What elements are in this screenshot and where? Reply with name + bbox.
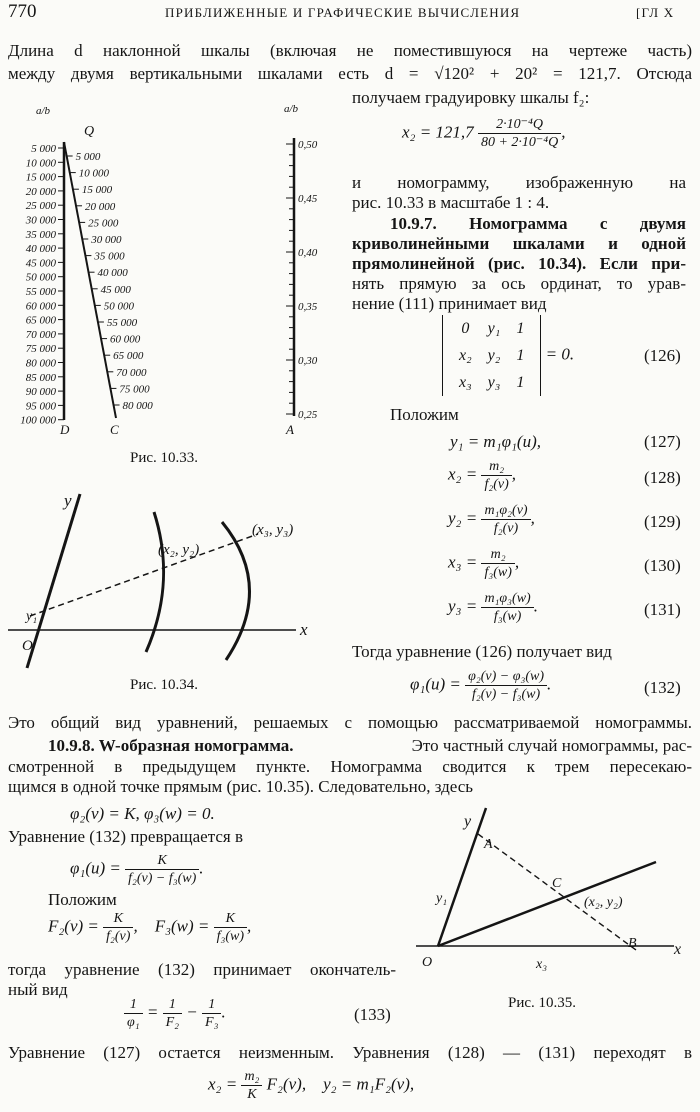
slant-scale-label: 15 000: [81, 184, 113, 197]
intro-line-2: между двумя вертикальными шкалами есть d = √120² + 20² = 121,7. Отсюда: [8, 64, 692, 83]
right-header: a/b: [284, 103, 299, 115]
after-x2-line-2: рис. 10.33 в масштабе 1 : 4.: [352, 193, 550, 212]
left-scale-label: 100 000: [20, 414, 56, 427]
label-C: C: [110, 422, 119, 437]
left-scale-label: 95 000: [25, 400, 56, 413]
eq-number-129: (129): [644, 512, 681, 531]
eq-num: φ₂(v) − φ₃(w): [465, 668, 547, 686]
running-title: ПРИБЛИЖЕННЫЕ И ГРАФИЧЕСКИЕ ВЫЧИСЛЕНИЯ: [165, 5, 521, 20]
eq-fraction: [481, 546, 514, 581]
eq-num: K: [125, 852, 199, 870]
last-paragraph: Уравнение (127) остается неизменным. Уравнения (128) — (131) переходят в: [8, 1043, 692, 1062]
eq-x2-tail: ,: [561, 122, 566, 142]
eq-num: K: [214, 910, 247, 928]
eq-x2-fraction: [478, 116, 561, 151]
fig34-y1-label: y₁: [26, 609, 38, 624]
intro-line-3: получаем градуировку шкалы f₂:: [352, 88, 590, 107]
slant-scale-label: 25 000: [88, 217, 119, 230]
eq-number-132: (132): [644, 678, 681, 697]
chapter-label: [ГЛ X: [636, 5, 675, 20]
left-scale-label: 15 000: [25, 171, 56, 184]
sec-1098-line-2: смотренной в предыдущем пункте. Номограмма сводится к трем пересекаю-: [8, 757, 692, 776]
right-scale-label: 0,35: [298, 301, 318, 313]
eq-num: m₂: [481, 458, 511, 476]
eq-num: K: [103, 910, 133, 928]
equation-x2: [402, 116, 566, 151]
polozhim-2: Положим: [48, 890, 117, 909]
determinant-matrix: [442, 315, 541, 396]
eq-tail: .: [199, 858, 204, 878]
det-cell: 1: [516, 347, 525, 364]
left-scale-label: 35 000: [25, 228, 56, 241]
eq-num: m₁φ₃(w): [481, 590, 533, 608]
fig35-label-y1: y₁: [436, 891, 448, 906]
fig34-y-label: y: [64, 491, 72, 510]
sec-1098-line-3: щимся в одной точке прямым (рис. 10.35). Следовательно, здесь: [8, 777, 474, 796]
eq-num: 1: [202, 996, 221, 1014]
eq-number-126: (126): [644, 346, 681, 365]
right-scale-label: 0,50: [298, 139, 318, 151]
sec-1097-line-5: нение (111) принимает вид: [352, 294, 547, 313]
figure-10-34: [0, 484, 330, 679]
equation-phi: φ₂(v) = K, φ₃(w) = 0.: [70, 804, 215, 823]
fig35-label-O: O: [422, 955, 433, 970]
eq-lhs: x₃ =: [448, 552, 478, 572]
eq-fraction: [481, 502, 530, 537]
eq-tail: .: [533, 596, 538, 616]
eq-lhs: y₃ =: [448, 596, 478, 616]
slant-scale-label: 35 000: [94, 250, 125, 263]
eq-lhs: φ₁(u) =: [70, 858, 121, 878]
eq-num: m₂: [241, 1068, 262, 1086]
sec-1097-line-3: [352, 254, 686, 274]
polozhim-1: Положим: [390, 405, 459, 424]
eq-den: K: [247, 1087, 257, 1102]
eq133-frac-2: [163, 996, 182, 1031]
eq-number-130: (130): [644, 556, 681, 575]
eq-lhs: y₂ =: [448, 508, 478, 528]
slant-scale-label: 70 000: [116, 366, 147, 379]
eq-den: f₃(w): [216, 929, 245, 944]
left-scale-label: 90 000: [25, 386, 56, 399]
eq-num: m₁φ₂(v): [481, 502, 530, 520]
eq-tail: ,: [247, 916, 252, 936]
left-scale-label: 75 000: [25, 343, 56, 356]
eq-fraction: [125, 852, 199, 887]
left-scale-label: 85 000: [25, 371, 56, 384]
slant-scale-label: 5 000: [75, 151, 101, 163]
equation-128: [448, 458, 516, 493]
sec-1097-line-4: нять прямую за ось ординат, то урав-: [352, 274, 686, 293]
sec-1097-title-end: прямолинейной (рис. 10.34). Если при-: [352, 254, 686, 273]
equation-F: F₂(v) = $\frac{K}{\text{f₂(v)}}$ , F₃(w) = $\frac{K}{\text{f₃(w)}}$ ,: [48, 911, 252, 944]
eq-num: 1: [163, 996, 182, 1014]
equation-130: [448, 546, 519, 581]
fig35-point-2: (x₂, y₂): [584, 895, 623, 910]
caption-10-35: Рис. 10.35.: [508, 995, 577, 1011]
eq-x2-lhs: x₂ = 121,7: [402, 122, 474, 142]
det-cell: y₁: [487, 320, 501, 337]
det-cell: 1: [516, 320, 525, 337]
eq-den: F₃: [205, 1015, 219, 1030]
left-scale-label: 50 000: [25, 271, 56, 284]
left-scale-label: 65 000: [25, 314, 56, 327]
line-oc: [438, 862, 656, 946]
page-number: 770: [8, 1, 37, 22]
eq-fraction: [481, 590, 533, 625]
eq-fraction: [241, 1068, 262, 1103]
caption-10-34: Рис. 10.34.: [130, 677, 199, 693]
eq-number-127: (127): [644, 432, 681, 451]
determinant-126: [442, 315, 574, 396]
det-cell: y₂: [487, 347, 501, 364]
left-scale-label: 25 000: [25, 200, 56, 213]
left-scale-label: 30 000: [25, 214, 56, 227]
slant-scale-label: 10 000: [78, 167, 110, 180]
intro-line-1: Длина d наклонной шкалы (включая не поместившуюся на чертеже часть): [8, 41, 692, 60]
right-scale-label: 0,40: [298, 247, 318, 259]
fig35-label-B: B: [628, 936, 637, 951]
then-final-line-1: тогда уравнение (132) принимает окончатель-: [8, 960, 396, 979]
slant-scale-label: 40 000: [97, 267, 128, 280]
eq-rhs: y₂ = m₁F₂(v),: [323, 1074, 415, 1094]
eq-tail: ,: [530, 508, 535, 528]
eq-fraction: [481, 458, 511, 493]
sec-1097-line-2: криволинейными шкалами и одной: [352, 234, 686, 253]
eq-den: f₂(v) − f₃(w): [471, 687, 541, 702]
left-scale-label: 55 000: [25, 286, 56, 298]
figure-10-35: [408, 802, 700, 982]
left-scale-label: 80 000: [25, 357, 56, 370]
equation-129: [448, 502, 535, 537]
fig34-point-3: (x₃, y₃): [252, 522, 294, 538]
eq-num: m₂: [481, 546, 514, 564]
general-form: Это общий вид уравнений, решаемых с помощью рассматриваемой номограммы.: [8, 713, 692, 732]
eq-fraction: [465, 668, 547, 703]
right-scale-label: 0,45: [298, 193, 318, 205]
slant-scale-label: 75 000: [119, 383, 150, 396]
label-D: D: [60, 422, 70, 437]
fig34-origin: O: [22, 638, 33, 654]
slant-scale-label: 65 000: [113, 350, 144, 363]
left-scale-label: 40 000: [25, 243, 56, 256]
eq-lhs: φ₁(u) =: [410, 674, 461, 694]
curve-w: [222, 522, 250, 660]
det-cell: 0: [461, 320, 470, 337]
left-scale-label: 5 000: [31, 143, 56, 155]
left-scale-label: 70 000: [25, 328, 56, 341]
fig34-x-label: x: [300, 620, 308, 639]
eq-x2-num: 2·10⁻⁴Q: [478, 116, 561, 134]
right-scale-label: 0,25: [298, 409, 318, 421]
det-cell: 1: [516, 374, 525, 391]
curve-v: [146, 512, 164, 652]
left-scale-label: 20 000: [25, 185, 56, 198]
eq-F2-lhs: F₂(v) =: [48, 916, 99, 936]
eq132-becomes: Уравнение (132) превращается в: [8, 827, 243, 846]
last-equation: [208, 1068, 414, 1103]
figure-10-33: [0, 94, 340, 439]
slant-scale-label: 60 000: [110, 333, 141, 346]
sec-1098-line-1: [48, 736, 692, 756]
slant-scale-label: 50 000: [103, 300, 135, 313]
slant-scale-label: 20 000: [85, 200, 116, 213]
fig35-x-label: x: [674, 941, 682, 958]
eq133-frac-1: [124, 996, 143, 1031]
det-cell: x₃: [459, 374, 472, 391]
eq-num: 1: [124, 996, 143, 1014]
eq-number-133: (133): [354, 1005, 391, 1024]
eq-den: f₂(v): [493, 521, 519, 536]
det-cell: y₃: [487, 374, 501, 391]
eq-tail: ,: [514, 552, 520, 572]
eq-den: f₂(v) − f₃(w): [128, 871, 197, 886]
fig35-label-x3: x₃: [536, 957, 548, 972]
det-rhs: = 0.: [545, 344, 575, 364]
after-x2-line-1: и номограмму, изображенную на: [352, 173, 686, 192]
eq-den: f₂(v): [484, 477, 509, 492]
q-header: Q: [84, 124, 95, 139]
eq-mid: F₂(v),: [266, 1074, 307, 1094]
equation-131: [448, 590, 538, 625]
eq-den: F₂: [165, 1015, 180, 1030]
fig35-label-C: C: [552, 876, 562, 891]
then-126: Тогда уравнение (126) получает вид: [352, 642, 612, 661]
caption-10-33: Рис. 10.33.: [130, 450, 199, 466]
slant-scale-label: 45 000: [100, 283, 131, 296]
then-final-line-2: ный вид: [8, 980, 68, 999]
equation-133: $\frac{1}{\text{φ₁}}$ = $\frac{1}{\text{F₂}}$ − $\frac{1}{\text{F₃}}$ .: [124, 996, 226, 1031]
eq-den: f₃(w): [493, 609, 522, 624]
det-cell: x₂: [459, 347, 472, 364]
slant-scale-label: 55 000: [106, 317, 138, 329]
sec-1097-line-1: 10.9.7. Номограмма с двумя: [390, 214, 686, 233]
fig34-point-2: (x₂, y₂): [158, 542, 200, 558]
eq-F2-fraction: [103, 910, 133, 945]
eq-lhs: x₂ =: [208, 1074, 238, 1094]
y-axis: [27, 494, 80, 668]
sec-1098-title: 10.9.8. W-образная номограмма.: [48, 736, 294, 755]
eq-x2-den: 80 + 2·10⁻⁴Q: [480, 135, 559, 150]
eq-lhs: x₂ =: [448, 464, 478, 484]
eq-number-131: (131): [644, 600, 681, 619]
left-scale-label: 10 000: [25, 157, 56, 170]
label-A: A: [286, 422, 294, 437]
eq-number-128: (128): [644, 468, 681, 487]
eq-F3-fraction: [214, 910, 247, 945]
fig35-y-label: y: [464, 813, 472, 830]
equation-127: y₁ = m₁φ₁(u),: [450, 432, 542, 451]
eq-tail: .: [546, 674, 552, 694]
eq-den: f₃(w): [484, 565, 512, 580]
right-scale-label: 0,30: [298, 355, 318, 367]
eq-den: φ₁: [127, 1015, 140, 1030]
left-scale-label: 60 000: [25, 300, 56, 313]
eq-F3-lhs: F₃(w) =: [154, 916, 210, 936]
slant-scale-label: 80 000: [122, 400, 153, 412]
dashed-line-ab: [478, 834, 636, 950]
fig35-label-A: A: [484, 837, 493, 852]
slant-scale-label: 30 000: [91, 234, 122, 246]
eq-den: f₂(v): [106, 929, 131, 944]
eq133-frac-3: [202, 996, 221, 1031]
eq-tail: ,: [511, 464, 516, 484]
left-scale-label: 45 000: [25, 257, 56, 270]
equation-132: [410, 668, 551, 703]
sec-1098-line-1-rest: Это частный случай номограммы, рас-: [411, 736, 692, 755]
y-axis: [438, 808, 486, 946]
equation-phi1: [70, 852, 204, 887]
left-header: a/b: [36, 105, 51, 117]
